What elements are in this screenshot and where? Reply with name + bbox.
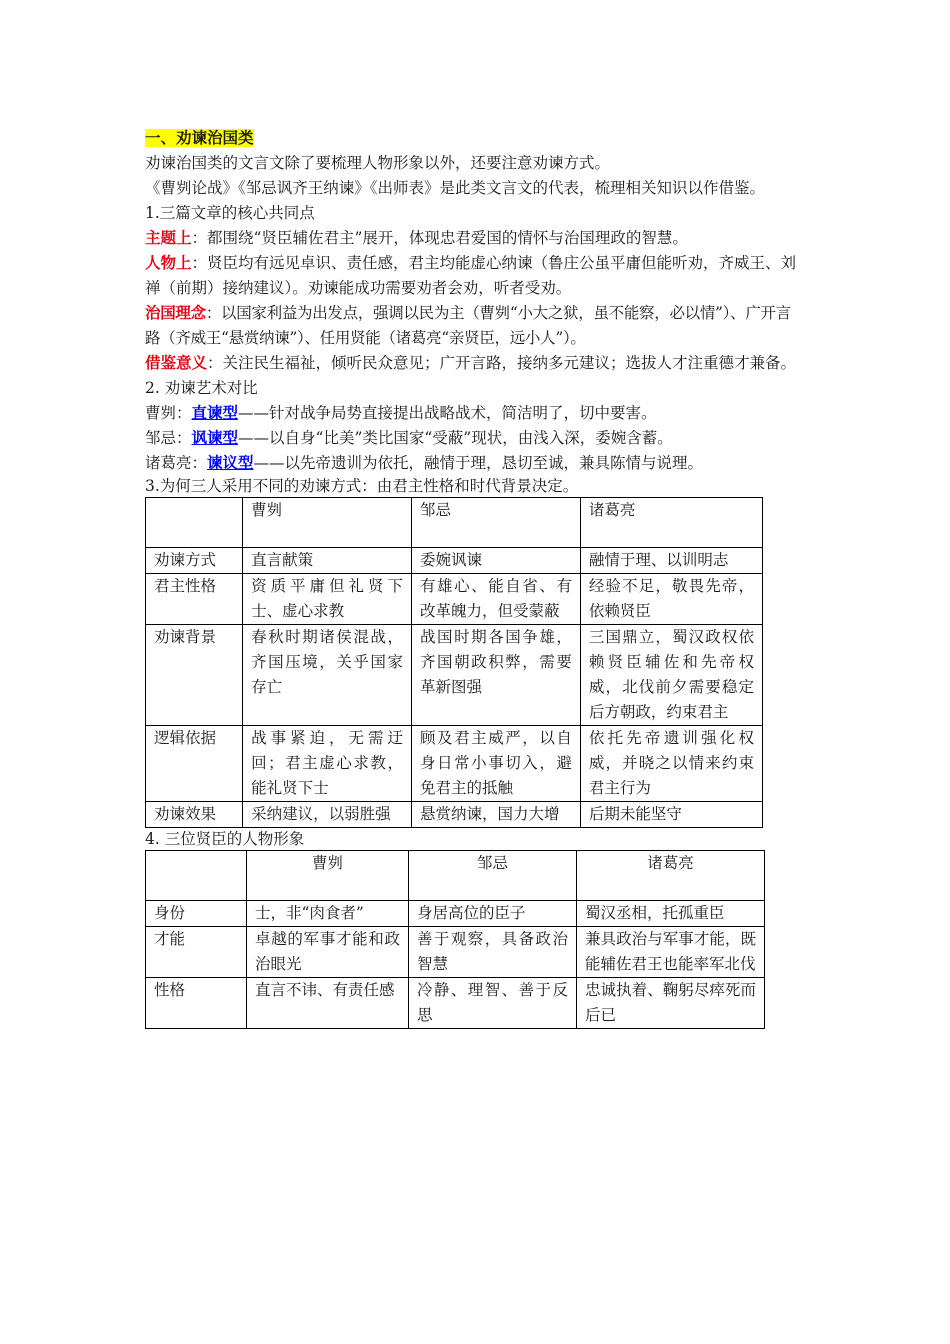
table-cell: 悬赏纳谏，国力大增	[412, 802, 581, 828]
table-cell: 忠诚执着、鞠躬尽瘁死而后已	[577, 978, 765, 1029]
point-3-title: 3.为何三人采用不同的劝谏方式：由君主性格和时代背景决定。	[145, 477, 579, 495]
point-label: 主题上	[145, 229, 192, 247]
table-row	[146, 978, 765, 1029]
table-header-row	[146, 498, 763, 548]
persuasion-type: 谏议型	[207, 454, 254, 472]
persuasion-item	[145, 451, 805, 476]
table-cell: 冷静、理智、善于反思	[409, 978, 577, 1029]
table-cell: 卓越的军事才能和政治眼光	[247, 927, 409, 978]
persuasion-text: ——以自身“比美”类比国家“受蔽”现状，由浅入深，委婉含蓄。	[238, 429, 673, 447]
persuasion-type: 讽谏型	[191, 429, 239, 447]
table-header-cell: 诸葛亮	[580, 498, 762, 548]
table-cell: 善于观察，具备政治智慧	[409, 927, 577, 978]
table-header-row	[146, 851, 765, 901]
table-header-cell: 曹刿	[247, 851, 409, 901]
table-cell: 战国时期各国争雄，齐国朝政积弊，需要革新图强	[412, 625, 581, 726]
table-cell: 直言献策	[243, 548, 412, 574]
minister-name: 诸葛亮：	[145, 454, 208, 472]
table-cell: 委婉讽谏	[412, 548, 581, 574]
table-row	[146, 901, 765, 927]
table-row	[146, 927, 765, 978]
point-1-item	[145, 251, 805, 301]
point-text: ：关注民生福祉，倾听民众意见；广开言路，接纳多元建议；选拔人才注重德才兼备。	[207, 354, 797, 372]
row-label: 逻辑依据	[146, 726, 243, 802]
row-label: 才能	[146, 927, 247, 978]
persuasion-text: ——针对战争局势直接提出战略战术，简洁明了，切中要害。	[238, 404, 657, 422]
table-header-cell: 邹忌	[409, 851, 577, 901]
point-text: ：以国家利益为出发点，强调以民为主（曹刿“小大之狱，虽不能察，必以情”）、广开言路（齐威王“悬赏纳谏”）、任用贤能（诸葛亮“亲贤臣，远小人”）。	[145, 304, 791, 347]
table-cell: 依托先帝遗训强化权威，并晓之以情来约束君主行为	[580, 726, 762, 802]
point-1-item	[145, 301, 805, 351]
table-cell: 士，非“肉食者”	[247, 901, 409, 927]
table-cell: 采纳建议，以弱胜强	[243, 802, 412, 828]
document-page	[145, 126, 805, 1029]
table-header-cell: 曹刿	[243, 498, 412, 548]
table-cell: 三国鼎立，蜀汉政权依赖贤臣辅佐和先帝权威，北伐前夕需要稳定后方朝政，约束君主	[580, 625, 762, 726]
table-row	[146, 548, 763, 574]
point-text: ：都围绕“贤臣辅佐君主”展开，体现忠君爱国的情怀与治国理政的智慧。	[191, 229, 688, 247]
table-cell: 直言不讳、有责任感	[247, 978, 409, 1029]
row-label: 劝谏背景	[146, 625, 243, 726]
point-2-title: 2. 劝谏艺术对比	[145, 379, 258, 397]
table-header-cell	[146, 851, 247, 901]
character-table	[145, 850, 765, 1029]
row-label: 劝谏效果	[146, 802, 243, 828]
point-label: 借鉴意义	[145, 354, 208, 372]
table-cell: 资质平庸但礼贤下士、虚心求教	[243, 574, 412, 625]
row-label: 劝谏方式	[146, 548, 243, 574]
point-label: 治国理念	[145, 304, 206, 322]
section-title-line	[145, 126, 805, 151]
intro-paragraph-1: 劝谏治国类的文言文除了要梳理人物形象以外，还要注意劝谏方式。	[145, 154, 611, 172]
persuasion-item	[145, 426, 805, 451]
table-header-cell: 诸葛亮	[577, 851, 765, 901]
table-cell: 身居高位的臣子	[409, 901, 577, 927]
persuasion-type: 直谏型	[191, 404, 239, 422]
persuasion-text: ——以先帝遗训为依托，融情于理，恳切至诚，兼具陈情与说理。	[253, 454, 704, 472]
table-cell: 春秋时期诸侯混战，齐国压境，关乎国家存亡	[243, 625, 412, 726]
table-cell: 战事紧迫，无需迂回；君主虚心求教，能礼贤下士	[243, 726, 412, 802]
table-cell: 蜀汉丞相，托孤重臣	[577, 901, 765, 927]
table-row	[146, 625, 763, 726]
minister-name: 邹忌：	[145, 429, 192, 447]
point-text: ：贤臣均有远见卓识、责任感，君主均能虚心纳谏（鲁庄公虽平庸但能听劝，齐威王、刘禅（前期）接纳建议）。劝谏能成功需要劝者会劝，听者受劝。	[145, 254, 797, 297]
table-header-cell	[146, 498, 243, 548]
point-4-title: 4. 三位贤臣的人物形象	[145, 830, 305, 848]
table-cell: 有雄心、能自省、有改革魄力，但受蒙蔽	[412, 574, 581, 625]
intro-paragraph-2: 《曹刿论战》《邹忌讽齐王纳谏》《出师表》是此类文言文的代表，梳理相关知识以作借鉴。	[145, 179, 766, 197]
row-label: 身份	[146, 901, 247, 927]
table-cell: 经验不足，敬畏先帝，依赖贤臣	[580, 574, 762, 625]
table-cell: 顾及君主威严，以自身日常小事切入，避免君主的抵触	[412, 726, 581, 802]
point-1-title: 1.三篇文章的核心共同点	[145, 204, 315, 222]
table-row	[146, 802, 763, 828]
point-1-item	[145, 351, 805, 376]
point-label: 人物上	[145, 254, 192, 272]
minister-name: 曹刿：	[145, 404, 192, 422]
persuasion-item	[145, 401, 805, 426]
point-1-item	[145, 226, 805, 251]
comparison-table	[145, 497, 763, 828]
table-row	[146, 574, 763, 625]
row-label: 君主性格	[146, 574, 243, 625]
table-cell: 后期未能坚守	[580, 802, 762, 828]
section-title: 一、劝谏治国类	[145, 129, 254, 147]
row-label: 性格	[146, 978, 247, 1029]
table-header-cell: 邹忌	[412, 498, 581, 548]
table-cell: 兼具政治与军事才能，既能辅佐君王也能率军北伐	[577, 927, 765, 978]
table-cell: 融情于理、以训明志	[580, 548, 762, 574]
table-row	[146, 726, 763, 802]
